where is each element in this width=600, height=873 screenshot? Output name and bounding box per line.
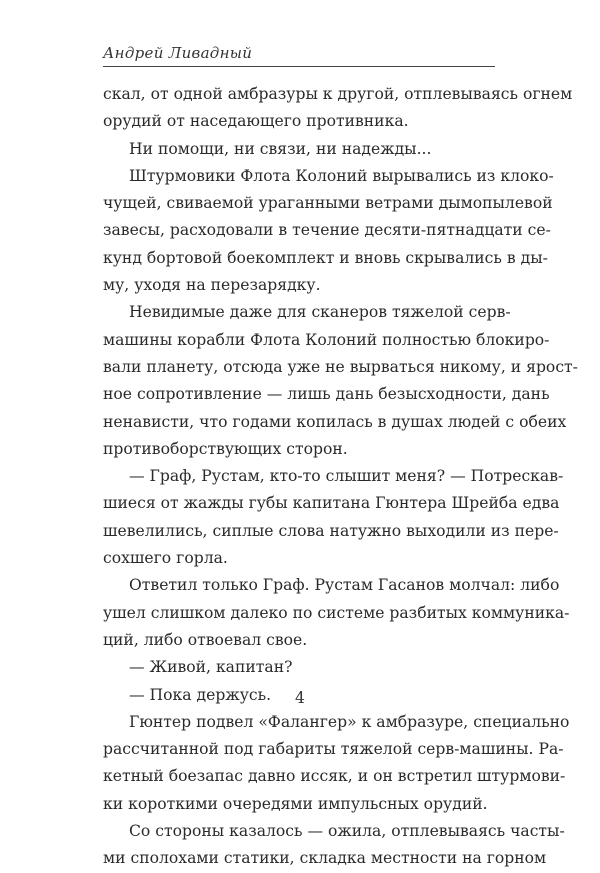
text-line: завесы, расходовали в течение десяти-пятнадцати се- [103, 221, 551, 240]
text-line: му, уходя на перезарядку. [103, 276, 321, 295]
text-line: ное сопротивление — лишь дань безысходности, дань [103, 385, 550, 404]
text-line: кетный боезапас давно иссяк, и он встретил штурмови- [103, 767, 566, 786]
text-line: рассчитанной под габариты тяжелой серв-машины. Ра- [103, 740, 564, 759]
paragraph [103, 709, 570, 818]
text-line: Ни помощи, ни связи, ни надежды... [129, 139, 432, 158]
text-line: противоборствующих сторон. [103, 439, 348, 458]
text-line: ненависти, что годами копилась в душах людей с обеих [103, 412, 567, 431]
text-line: сохшего горла. [103, 549, 228, 568]
paragraph [103, 572, 570, 654]
text-line: вали планету, отсюда уже не вырваться никому, и ярост- [103, 357, 578, 376]
text-line: ки короткими очередями импульсных орудий. [103, 794, 488, 813]
paragraph [103, 136, 495, 163]
text-line: — Пока держусь. [129, 685, 272, 704]
text-line: шиеся от жажды губы капитана Гюнтера Шрейба едва [103, 494, 560, 513]
text-line: — Граф, Рустам, кто-то слышит меня? — Потрескав- [129, 467, 564, 486]
text-line: ций, либо отвоевал свое. [103, 630, 308, 649]
text-line: шевелились, сиплые слова натужно выходили из пере- [103, 521, 559, 540]
page-body [103, 81, 578, 873]
paragraph [103, 299, 578, 463]
paragraph [103, 654, 495, 681]
text-line: — Живой, капитан? [129, 658, 293, 677]
header-rule [103, 66, 495, 67]
text-line: Ответил только Граф. Рустам Гасанов молчал: либо [129, 576, 560, 595]
text-line: кунд бортовой боекомплект и вновь скрывались в ды- [103, 248, 548, 267]
text-line: скал, от одной амбразуры к другой, отплевываясь огнем [103, 85, 573, 103]
text-line: ушел слишком далеко по системе разбитых коммуника- [103, 603, 570, 622]
text-line: Со стороны казалось — ожила, отплевываясь часты- [129, 822, 565, 841]
text-line: Штурмовики Флота Колоний вырывались из клоко- [129, 166, 554, 185]
text-line: ми сполохами статики, складка местности на горном [103, 849, 547, 868]
text-line: машины корабли Флота Колоний полностью блокиро- [103, 330, 550, 349]
paragraph [103, 463, 564, 572]
paragraph [103, 818, 565, 873]
running-header-author: Андрей Ливадный [103, 44, 253, 62]
text-line: орудий от наседающего противника. [103, 112, 409, 131]
page-number: 4 [295, 689, 305, 707]
text-line: Невидимые даже для сканеров тяжелой серв- [129, 303, 511, 322]
paragraph [103, 163, 554, 299]
paragraph [103, 81, 573, 136]
text-line: чущей, свиваемой ураганными ветрами дымопылевой [103, 194, 553, 213]
text-line: Гюнтер подвел «Фалангер» к амбразуре, специально [129, 712, 570, 731]
